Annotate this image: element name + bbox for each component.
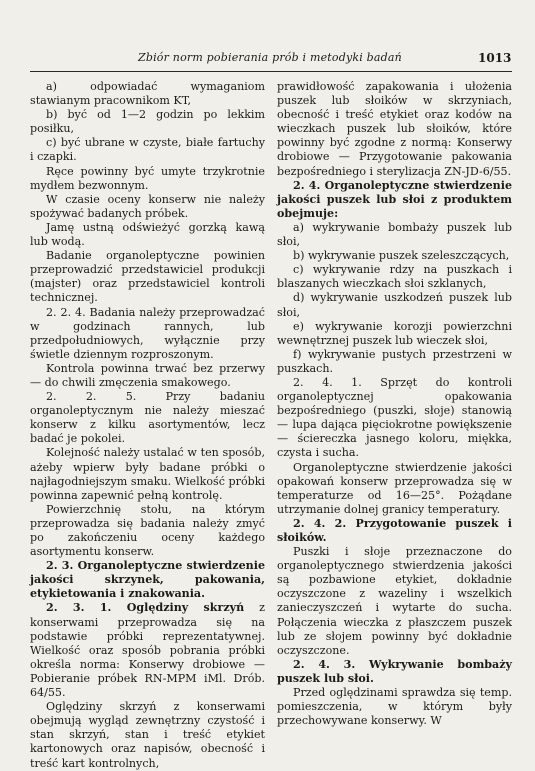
paragraph: d) wykrywanie uszkodzeń puszek lub słoi, <box>277 291 512 319</box>
paragraph: e) wykrywanie korozji powierzchni wewnętrznej puszek lub wieczek słoi, <box>277 319 512 347</box>
paragraph: W czasie oceny konserw nie należy spożywać badanych próbek. <box>30 192 265 220</box>
paragraph: c) wykrywanie rdzy na puszkach i blaszanych wieczkach słoi szklanych, <box>277 263 512 291</box>
paragraph: c) być ubrane w czyste, białe fartuchy i czapki. <box>30 136 265 164</box>
left-column <box>30 80 265 771</box>
paragraph: 2. 2. 5. Przy badaniu organoleptycznym nie należy mieszać konserw z kilku asortymentów, lecz badać je pokolei. <box>30 390 265 446</box>
paragraph: Ręce powinny być umyte trzykrotnie mydłem bezwonnym. <box>30 164 265 192</box>
paragraph <box>30 601 265 700</box>
paragraph: Badanie organoleptyczne powinien przeprowadzić przedstawiciel produkcji (majster) oraz przedstawiciel kontroli technicznej. <box>30 249 265 305</box>
paragraph: a) odpowiadać wymaganiom stawianym pracownikom KT, <box>30 80 265 108</box>
paragraph-lead: 2. 3. 1. Oględziny skrzyń <box>46 601 245 615</box>
paragraph: 2. 4. 2. Przygotowanie puszek i słoików. <box>277 516 512 544</box>
paragraph: a) wykrywanie bombaży puszek lub słoi, <box>277 220 512 249</box>
paragraph: Jamę ustną odświeżyć gorzką kawą lub wodą. <box>30 220 265 249</box>
paragraph: Oględziny skrzyń z konserwami obejmują wygląd zewnętrzny czystość i stan skrzyń, stan i treść etykiet kartonowych oraz napisów, obecność i treść kart kontrolnych, <box>30 700 265 770</box>
paragraph: Powierzchnię stołu, na którym przeprowadza się badania należy zmyć po zakończeniu oceny każdego asortymentu konserw. <box>30 502 265 559</box>
paragraph: b) wykrywanie puszek szeleszczących, <box>293 249 510 263</box>
paragraph: 2. 4. 1. Sprzęt do kontroli organoleptycznej opakowania bezpośredniego (puszki, słoje) stanowią — lupa dająca pięciokrotne powiększenie — ściereczka jasnego koloru, miękka, czysta i sucha. <box>277 375 512 460</box>
page-number: 1013 <box>478 51 512 65</box>
paragraph-body: z konserwami przeprowadza się na podstawie próbki reprezentatywnej. Wielkość oraz sposób pobrania próbki określa norma: Konserwy drobiowe — Pobieranie próbek RN-MPM iMl. Drób. 64/55. <box>30 601 265 700</box>
page-header <box>0 49 535 69</box>
paragraph: Puszki i słoje przeznaczone do organoleptycznego stwierdzenia jakości są pozbawione etykiet, dokładnie oczyszczone z wazeliny i wszelkich zanieczyszczeń i wytarte do sucha. Połączenia wieczka z płaszczem puszek lub ze słojem powinny być dokładnie oczyszczone. <box>277 545 512 657</box>
right-column <box>277 80 512 728</box>
paragraph: prawidłowość zapakowania i ułożenia puszek lub słoików w skrzyniach, obecność i treść etykiet oraz kodów na wieczkach puszek lub słoików, które powinny być zgodne z normą: Konserwy drobiowe — Przygotowanie pakowania bezpośredniego i sterylizacja ZN-JD-6/55. <box>277 80 512 178</box>
paragraph: 2. 4. 3. Wykrywanie bombaży puszek lub słoi. <box>277 657 512 685</box>
paragraph: 2. 4. Organoleptyczne stwierdzenie jakości puszek lub słoi z produktem obejmuje: <box>277 178 512 220</box>
paragraph: 2. 3. Organoleptyczne stwierdzenie jakości skrzynek, pakowania, etykietowania i znakowania. <box>30 559 265 601</box>
paragraph: Przed oględzinami sprawdza się temp. pomieszczenia, w którym były przechowywane konserwy. W <box>277 686 512 728</box>
paragraph: b) być od 1—2 godzin po lekkim posiłku, <box>30 108 265 136</box>
paragraph: Kolejność należy ustalać w ten sposób, ażeby wpierw były badane próbki o najłagodniejszym smaku. Wielkość próbki powinna zapewnić pełną kontrolę. <box>30 446 265 502</box>
paragraph: 2. 2. 4. Badania należy przeprowadzać w godzinach rannych, lub przedpołudniowych, wyłącznie przy świetle dziennym rozproszonym. <box>30 305 265 361</box>
paragraph: Kontrola powinna trwać bez przerwy — do chwili zmęczenia smakowego. <box>30 361 265 389</box>
header-rule <box>30 71 512 72</box>
paragraph: f) wykrywanie pustych przestrzeni w puszkach. <box>277 347 512 375</box>
paragraph: Organoleptyczne stwierdzenie jakości opakowań konserw przeprowadza się w temperaturze od 16—25°. Pożądane utrzymanie dolnej granicy temperatury. <box>277 460 512 516</box>
running-title: Zbiór norm pobierania prób i metodyki badań <box>138 51 402 64</box>
